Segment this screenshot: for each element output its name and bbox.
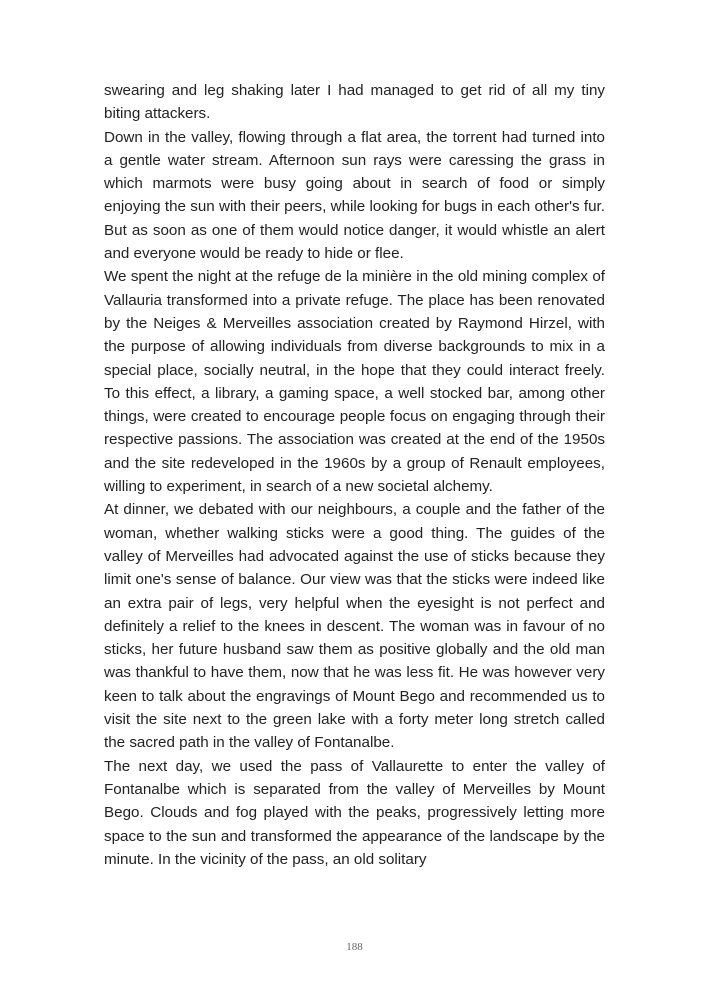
paragraph-3: We spent the night at the refuge de la minière in the old mining complex of Vallauria transformed into a private refuge. The place has been renovated by the Neiges & Merveilles association created by Raymond Hirzel, with the purpose of allowing individuals from diverse backgrounds to mix in a special place, socially neutral, in the hope that they could interact freely. To this effect, a library, a gaming space, a well stocked bar, among other things, were created to encourage people focus on engaging through their respective passions. The association was created at the end of the 1950s and the site redeveloped in the 1960s by a group of Renault employees, willing to experiment, in search of a new societal alchemy. xyxy=(104,268,605,496)
page-number: 188 xyxy=(346,941,363,953)
paragraph-2: Down in the valley, flowing through a flat area, the torrent had turned into a gentle water stream. Afternoon sun rays were caressing the grass in which marmots were busy going about in search of food or simply enjoying the sun with their peers, while looking for bugs in each other's fur. But as soon as one of them would notice danger, it would whistle an alert and everyone would be ready to hide or flee. xyxy=(104,128,605,263)
paragraph-1: swearing and leg shaking later I had managed to get rid of all my tiny biting attackers. xyxy=(104,82,605,123)
paragraph-4: At dinner, we debated with our neighbours, a couple and the father of the woman, whether walking sticks were a good thing. The guides of the valley of Merveilles had advocated against the use of sticks because they limit one's sense of balance. Our view was that the sticks were indeed like an extra pair of legs, very helpful when the eyesight is not perfect and definitely a relief to the knees in descent. The woman was in favour of no sticks, her future husband saw them as positive globally and the old man was thankful to have them, now that he was less fit. He was however very keen to talk about the engravings of Mount Bego and recommended us to visit the site next to the green lake with a forty meter long stretch called the sacred path in the valley of Fontanalbe. xyxy=(104,501,605,752)
body-text xyxy=(104,79,605,871)
paragraph-5: The next day, we used the pass of Vallaurette to enter the valley of Fontanalbe which is separated from the valley of Merveilles by Mount Bego. Clouds and fog played with the peaks, progressively letting more space to the sun and transformed the appearance of the landscape by the minute. In the vicinity of the pass, an old solitary xyxy=(104,757,605,868)
